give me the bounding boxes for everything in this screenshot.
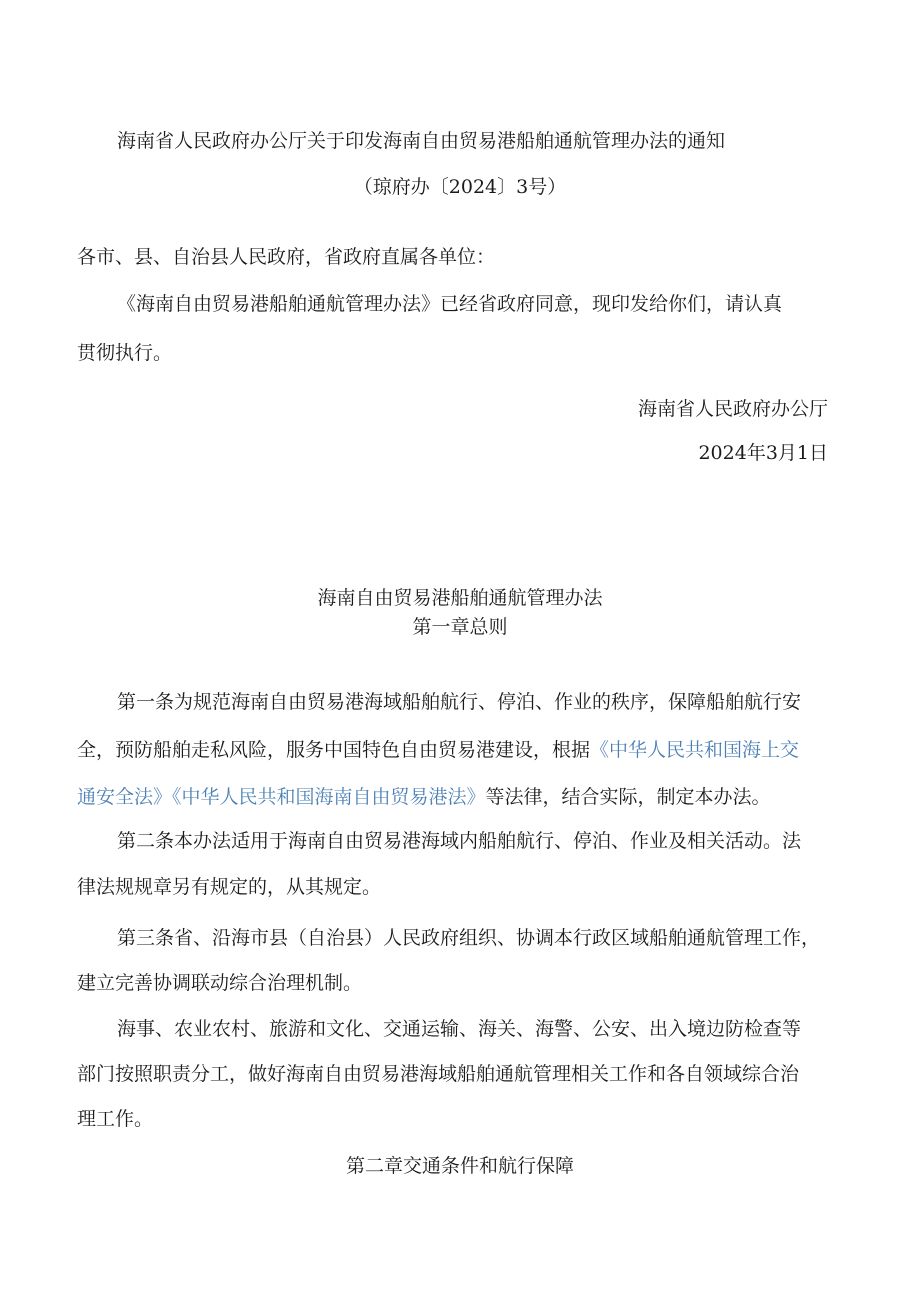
notice-body-line: 贯彻执行。 [77,342,173,364]
regulation-title: 海南自由贸易港船舶通航管理办法 [317,587,603,609]
issue-date: 2024年3月1日 [698,442,828,464]
article-line [77,784,771,810]
law-link[interactable]: 通安全法》 [77,786,173,808]
recipients: 各市、县、自治县人民政府，省政府直属各单位： [77,246,496,268]
article-line: 第二条本办法适用于海南自由贸易港海域内船舶航行、停泊、作业及相关活动。法 [117,830,802,852]
document-number: （琼府办〔2024〕3号） [353,176,567,198]
article-line: 理工作。 [77,1108,154,1130]
article-text: 全，预防船舶走私风险，服务中国特色自由贸易港建设，根据 [77,739,591,761]
article-line: 海事、农业农村、旅游和文化、交通运输、海关、海警、公安、出入境边防检查等 [117,1018,802,1040]
article-line: 律法规规章另有规定的，从其规定。 [77,876,382,898]
chapter-heading: 第一章总则 [412,616,508,638]
article-line: 第三条省、沿海市县（自治县）人民政府组织、协调本行政区域船舶通航管理工作， [117,927,821,949]
chapter-heading: 第二章交通条件和航行保障 [345,1155,574,1177]
article-line [77,737,799,763]
article-line: 第一条为规范海南自由贸易港海域船舶航行、停泊、作业的秩序，保障船舶航行安 [117,691,802,713]
article-line: 建立完善协调联动综合治理机制。 [77,972,363,994]
law-link[interactable]: 《中华人民共和国海南自由贸易港法》 [172,786,486,808]
article-line: 部门按照职责分工，做好海南自由贸易港海域船舶通航管理相关工作和各自领域综合治 [77,1063,800,1085]
law-link[interactable]: 《中华人民共和国海上交 [590,739,800,761]
article-text: 等法律，结合实际，制定本办法。 [485,786,771,808]
issuer: 海南省人民政府办公厅 [637,398,828,420]
notice-title: 海南省人民政府办公厅关于印发海南自由贸易港船舶通航管理办法的通知 [117,130,726,152]
notice-body-line: 《海南自由贸易港船舶通航管理办法》已经省政府同意，现印发给你们，请认真 [117,293,783,315]
